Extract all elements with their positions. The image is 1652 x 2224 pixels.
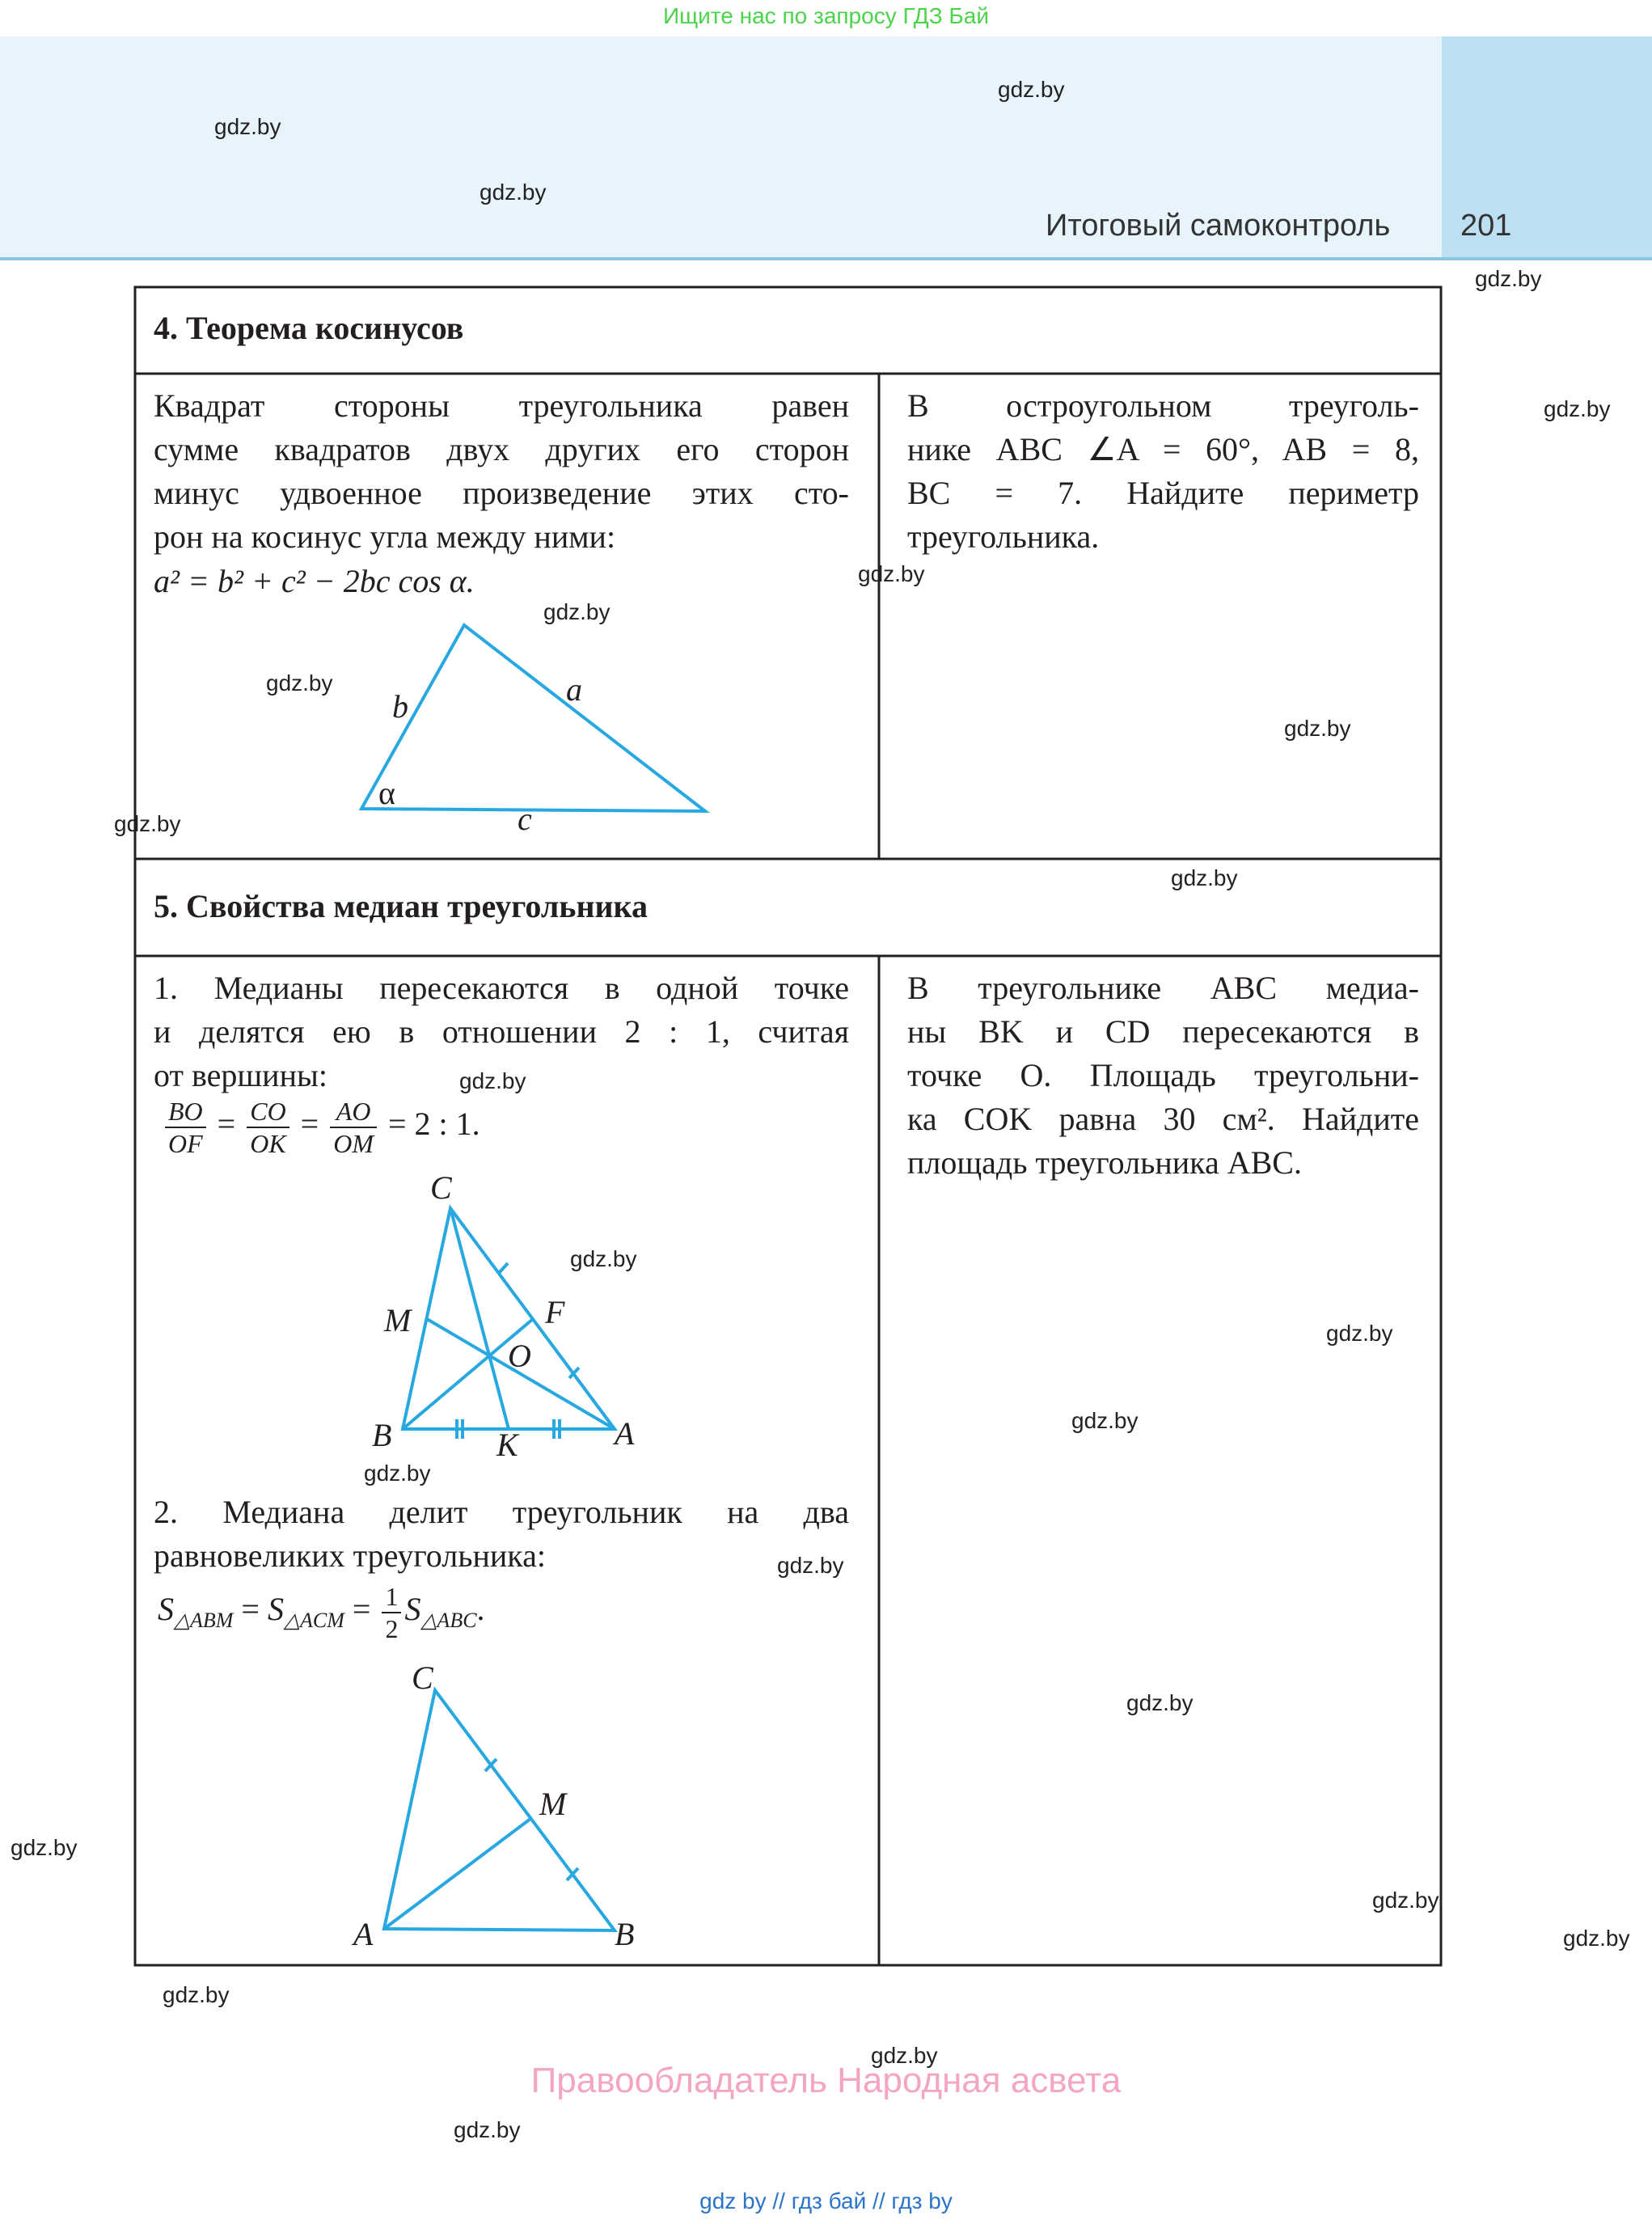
- watermark: gdz.by: [364, 1461, 431, 1486]
- watermark: gdz.by: [11, 1835, 78, 1860]
- text-line: 1. Медианы пересекаются в одной точке: [154, 970, 849, 1006]
- watermark: gdz.by: [459, 1068, 526, 1093]
- fraction-denominator: 2: [385, 1614, 399, 1643]
- equals-sign: =: [300, 1106, 319, 1143]
- side-a-label: a: [566, 671, 582, 708]
- watermark: gdz.by: [998, 77, 1065, 102]
- fraction-denominator: OM: [333, 1129, 374, 1158]
- watermark: gdz.by: [1171, 865, 1238, 890]
- ratio-result: = 2 : 1.: [388, 1106, 480, 1143]
- period: .: [476, 1591, 485, 1628]
- medians-triangle: [403, 1208, 615, 1429]
- subscript: △ABM: [174, 1609, 234, 1633]
- text-line: треугольника.: [907, 518, 1100, 555]
- cosine-triangle-figure: [361, 625, 705, 837]
- text-line: минус удвоенное произведение этих сто-: [154, 475, 849, 511]
- watermark: gdz.by: [1475, 266, 1542, 291]
- block4-task: [907, 384, 1419, 559]
- running-section-title: Итоговый самоконтроль: [1046, 209, 1391, 243]
- text-line: и делятся ею в отношении 2 : 1, считая: [154, 1013, 849, 1050]
- angle-alpha-label: α: [378, 775, 395, 811]
- watermark: gdz.by: [266, 670, 333, 696]
- fraction-one-half: [382, 1581, 401, 1644]
- rights-holder-notice: Правообладатель Народная асвета: [530, 2061, 1122, 2100]
- area-symbol: S: [158, 1591, 174, 1628]
- text-line: ка COK равна 30 см². Найдите: [907, 1101, 1419, 1137]
- watermark: gdz.by: [214, 114, 281, 139]
- fraction-numerator: 1: [382, 1581, 401, 1613]
- fraction-denominator: OK: [250, 1129, 286, 1158]
- median-area-figure-labels: [351, 1660, 634, 1952]
- side-c-label: c: [518, 801, 532, 837]
- text-line: точке O. Площадь треугольни-: [907, 1057, 1419, 1093]
- watermark: gdz.by: [1326, 1321, 1393, 1346]
- vertex-b-label: B: [615, 1916, 635, 1952]
- median-property-2: [154, 1490, 849, 1578]
- vertex-c-label: C: [430, 1169, 452, 1206]
- median-ck: [450, 1208, 509, 1429]
- text-line: равновеликих треугольника:: [154, 1537, 546, 1574]
- fraction-denominator: OF: [168, 1129, 203, 1158]
- text-line: В остроугольном треуголь-: [907, 387, 1419, 424]
- watermark: gdz.by: [858, 561, 925, 586]
- fraction-numerator: BO: [165, 1096, 206, 1128]
- point-f-label: F: [545, 1294, 565, 1330]
- midpoint-m-label: M: [539, 1786, 567, 1822]
- subscript: △ABC: [420, 1609, 477, 1633]
- top-search-note[interactable]: Ищите нас по запросу ГДЗ Бай: [662, 3, 990, 28]
- cosine-formula: a² = b² + c² − 2bc cos α.: [154, 563, 475, 599]
- watermark: gdz.by: [480, 180, 547, 205]
- equals-sign: =: [217, 1106, 236, 1143]
- block4-title: 4. Теорема косинусов: [154, 310, 464, 346]
- median-ratio-formula: [162, 1096, 480, 1159]
- area-symbol: S: [404, 1591, 421, 1628]
- text-line: рон на косинус угла между ними:: [154, 518, 616, 555]
- text-line: BC = 7. Найдите периметр: [907, 475, 1419, 511]
- median-am: [427, 1319, 615, 1429]
- text-line: нике ABC ∠A = 60°, AB = 8,: [907, 431, 1419, 467]
- watermark: gdz.by: [570, 1246, 637, 1271]
- watermark: gdz.by: [454, 2117, 521, 2142]
- point-k-label: K: [496, 1427, 518, 1463]
- text-line: Квадрат стороны треугольника равен: [154, 387, 849, 424]
- fraction: [165, 1096, 206, 1159]
- text-line: 2. Медиана делит треугольник на два: [154, 1494, 849, 1530]
- bottom-links[interactable]: gdz by // гдз бай // гдз by: [699, 2188, 953, 2213]
- watermark: gdz.by: [1372, 1888, 1439, 1913]
- watermark: gdz.by: [1544, 396, 1611, 421]
- fraction: [330, 1096, 377, 1159]
- block5-title: 5. Свойства медиан треугольника: [154, 888, 648, 924]
- watermark: gdz.by: [114, 811, 181, 836]
- median-area-triangle: [384, 1690, 615, 1930]
- block5-task: [907, 966, 1419, 1185]
- fraction-numerator: AO: [330, 1096, 377, 1128]
- text-line: площадь треугольника ABC.: [907, 1144, 1302, 1181]
- median-area-figure: [384, 1690, 615, 1930]
- text-line: от вершины:: [154, 1057, 327, 1093]
- subscript: △ACM: [283, 1609, 344, 1633]
- area-formula: [158, 1581, 485, 1644]
- equals-sign: =: [352, 1591, 371, 1628]
- vertex-a-label: A: [615, 1415, 635, 1452]
- vertex-a-label: A: [353, 1916, 374, 1952]
- watermark: gdz.by: [1284, 716, 1351, 741]
- equals-sign: =: [241, 1591, 260, 1628]
- medians-figure: [403, 1208, 615, 1439]
- watermark: gdz.by: [871, 2043, 938, 2068]
- fraction-numerator: CO: [247, 1096, 289, 1128]
- text-line: ны BK и CD пересекаются в: [907, 1013, 1419, 1050]
- point-m-label: M: [384, 1302, 412, 1338]
- watermark: gdz.by: [1126, 1690, 1194, 1715]
- page-number: 201: [1460, 209, 1512, 243]
- text-line: сумме квадратов двух других его сторон: [154, 431, 849, 467]
- tick-mark: [498, 1263, 508, 1274]
- watermark: gdz.by: [163, 1982, 230, 2007]
- watermark: gdz.by: [777, 1553, 844, 1578]
- centroid-o-label: O: [508, 1338, 531, 1374]
- watermark: gdz.by: [1071, 1408, 1139, 1433]
- fraction: [247, 1096, 289, 1159]
- median-am-line: [384, 1819, 530, 1929]
- vertex-c-label: C: [412, 1660, 433, 1696]
- vertex-b-label: B: [372, 1417, 392, 1453]
- cosine-triangle: [361, 625, 705, 811]
- text-line: В треугольнике ABC медиа-: [907, 970, 1419, 1006]
- area-symbol: S: [267, 1591, 284, 1628]
- watermark: gdz.by: [543, 599, 611, 624]
- side-b-label: b: [392, 688, 408, 725]
- watermark: gdz.by: [1563, 1926, 1630, 1951]
- block4-theory: [154, 384, 849, 559]
